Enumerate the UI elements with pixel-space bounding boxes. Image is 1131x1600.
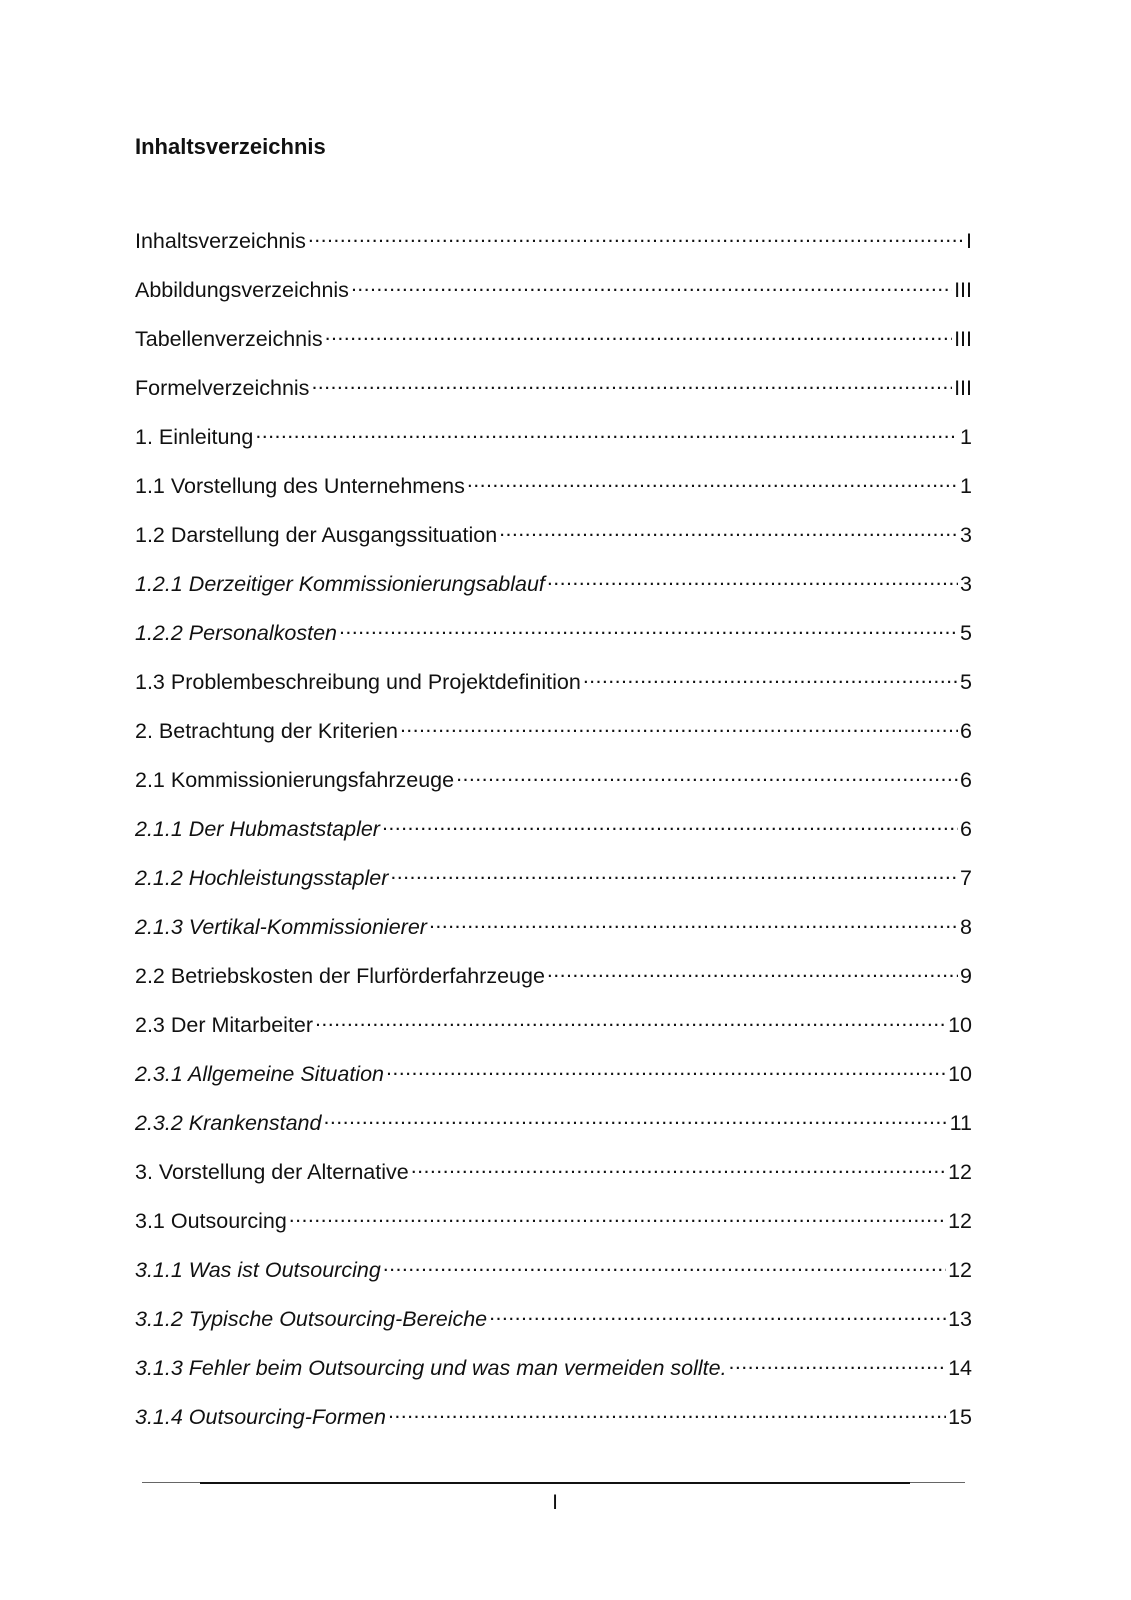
toc-entry-label: 1. Einleitung bbox=[135, 425, 254, 449]
toc-entry[interactable] bbox=[135, 908, 972, 957]
toc-dot-leader bbox=[547, 565, 958, 591]
toc-entry-page: 11 bbox=[949, 1111, 972, 1135]
toc-dot-leader bbox=[489, 1300, 946, 1326]
toc-dot-leader bbox=[547, 957, 958, 983]
toc-entry[interactable] bbox=[135, 1300, 972, 1349]
toc-dot-leader bbox=[456, 761, 958, 787]
toc-entry[interactable] bbox=[135, 1006, 972, 1055]
toc-entry-page: 6 bbox=[960, 768, 972, 792]
toc-dot-leader bbox=[315, 1006, 946, 1032]
toc-entry-label: 2.1.3 Vertikal-Kommissionierer bbox=[135, 915, 427, 939]
table-of-contents bbox=[135, 222, 972, 1447]
toc-entry[interactable] bbox=[135, 859, 972, 908]
toc-entry-page: 5 bbox=[960, 670, 972, 694]
toc-entry[interactable] bbox=[135, 271, 972, 320]
toc-entry-page: III bbox=[954, 376, 972, 400]
toc-entry-label: Tabellenverzeichnis bbox=[135, 327, 323, 351]
toc-entry[interactable] bbox=[135, 957, 972, 1006]
toc-entry-page: 12 bbox=[948, 1258, 972, 1282]
toc-entry-label: 2.1 Kommissionierungsfahrzeuge bbox=[135, 768, 455, 792]
toc-dot-leader bbox=[383, 1251, 946, 1277]
toc-entry-label: 1.1 Vorstellung des Unternehmens bbox=[135, 474, 465, 498]
toc-entry-page: I bbox=[966, 229, 972, 253]
toc-dot-leader bbox=[382, 810, 958, 836]
toc-entry-label: 2.3.1 Allgemeine Situation bbox=[135, 1062, 385, 1086]
toc-dot-leader bbox=[255, 418, 958, 444]
toc-dot-leader bbox=[339, 614, 958, 640]
toc-entry[interactable] bbox=[135, 320, 972, 369]
toc-entry-label: 3.1.1 Was ist Outsourcing bbox=[135, 1258, 381, 1282]
toc-entry-label: 3. Vorstellung der Alternative bbox=[135, 1160, 409, 1184]
toc-dot-leader bbox=[311, 369, 952, 395]
toc-entry[interactable] bbox=[135, 565, 972, 614]
toc-entry-page: 1 bbox=[960, 474, 972, 498]
toc-entry-label: 3.1.4 Outsourcing-Formen bbox=[135, 1405, 386, 1429]
toc-entry[interactable] bbox=[135, 1104, 972, 1153]
toc-dot-leader bbox=[386, 1055, 946, 1081]
toc-entry-label: Abbildungsverzeichnis bbox=[135, 278, 349, 302]
toc-entry-label: 2.2 Betriebskosten der Flurförderfahrzeuge bbox=[135, 964, 545, 988]
toc-dot-leader bbox=[390, 859, 958, 885]
toc-entry-page: 3 bbox=[960, 572, 972, 596]
toc-dot-leader bbox=[583, 663, 958, 689]
toc-entry[interactable] bbox=[135, 1202, 972, 1251]
toc-dot-leader bbox=[499, 516, 958, 542]
toc-entry-label: 3.1.3 Fehler beim Outsourcing und was man vermeiden sollte. bbox=[135, 1356, 727, 1380]
toc-entry[interactable] bbox=[135, 418, 972, 467]
toc-dot-leader bbox=[429, 908, 958, 934]
toc-entry-label: Formelverzeichnis bbox=[135, 376, 310, 400]
toc-dot-leader bbox=[323, 1104, 947, 1130]
toc-entry-page: 14 bbox=[948, 1356, 972, 1380]
toc-entry-label: 3.1 Outsourcing bbox=[135, 1209, 287, 1233]
toc-dot-leader bbox=[351, 271, 952, 297]
toc-entry-page: 15 bbox=[948, 1405, 972, 1429]
toc-entry[interactable] bbox=[135, 1055, 972, 1104]
toc-entry-label: 2.3 Der Mitarbeiter bbox=[135, 1013, 314, 1037]
toc-entry-page: 7 bbox=[960, 866, 972, 890]
toc-dot-leader bbox=[411, 1153, 946, 1179]
toc-entry[interactable] bbox=[135, 222, 972, 271]
toc-entry-page: 5 bbox=[960, 621, 972, 645]
toc-entry-page: 8 bbox=[960, 915, 972, 939]
toc-entry-label: 1.3 Problembeschreibung und Projektdefinition bbox=[135, 670, 581, 694]
toc-entry-label: Inhaltsverzeichnis bbox=[135, 229, 306, 253]
toc-dot-leader bbox=[467, 467, 958, 493]
toc-dot-leader bbox=[400, 712, 958, 738]
toc-entry-label: 2.3.2 Krankenstand bbox=[135, 1111, 322, 1135]
toc-entry[interactable] bbox=[135, 614, 972, 663]
toc-entry-page: 1 bbox=[960, 425, 972, 449]
toc-dot-leader bbox=[289, 1202, 946, 1228]
toc-entry[interactable] bbox=[135, 712, 972, 761]
toc-entry-label: 1.2.1 Derzeitiger Kommissionierungsablauf bbox=[135, 572, 545, 596]
toc-entry[interactable] bbox=[135, 467, 972, 516]
toc-entry[interactable] bbox=[135, 1251, 972, 1300]
toc-entry-label: 1.2 Darstellung der Ausgangssituation bbox=[135, 523, 498, 547]
toc-entry-label: 2.1.1 Der Hubmaststapler bbox=[135, 817, 380, 841]
toc-entry[interactable] bbox=[135, 1153, 972, 1202]
toc-entry-label: 1.2.2 Personalkosten bbox=[135, 621, 337, 645]
toc-entry[interactable] bbox=[135, 810, 972, 859]
footer-divider-bold bbox=[200, 1482, 910, 1484]
toc-entry-page: 12 bbox=[948, 1209, 972, 1233]
toc-entry-label: 2. Betrachtung der Kriterien bbox=[135, 719, 398, 743]
toc-entry-page: 12 bbox=[948, 1160, 972, 1184]
toc-entry[interactable] bbox=[135, 1349, 972, 1398]
toc-dot-leader bbox=[325, 320, 952, 346]
page-number: I bbox=[552, 1491, 558, 1514]
toc-entry-page: III bbox=[954, 278, 972, 302]
toc-entry[interactable] bbox=[135, 1398, 972, 1447]
toc-entry-page: III bbox=[954, 327, 972, 351]
toc-entry-page: 6 bbox=[960, 719, 972, 743]
toc-entry-label: 2.1.2 Hochleistungsstapler bbox=[135, 866, 389, 890]
toc-entry-page: 9 bbox=[960, 964, 972, 988]
toc-entry[interactable] bbox=[135, 761, 972, 810]
toc-dot-leader bbox=[388, 1398, 946, 1424]
toc-entry-label: 3.1.2 Typische Outsourcing-Bereiche bbox=[135, 1307, 488, 1331]
toc-entry[interactable] bbox=[135, 369, 972, 418]
toc-entry-page: 13 bbox=[948, 1307, 972, 1331]
toc-entry[interactable] bbox=[135, 516, 972, 565]
toc-entry-page: 3 bbox=[960, 523, 972, 547]
toc-entry-page: 10 bbox=[948, 1062, 972, 1086]
toc-dot-leader bbox=[308, 222, 964, 248]
page-title: Inhaltsverzeichnis bbox=[135, 134, 326, 159]
toc-entry[interactable] bbox=[135, 663, 972, 712]
toc-dot-leader bbox=[729, 1349, 947, 1375]
toc-entry-page: 6 bbox=[960, 817, 972, 841]
toc-entry-page: 10 bbox=[948, 1013, 972, 1037]
